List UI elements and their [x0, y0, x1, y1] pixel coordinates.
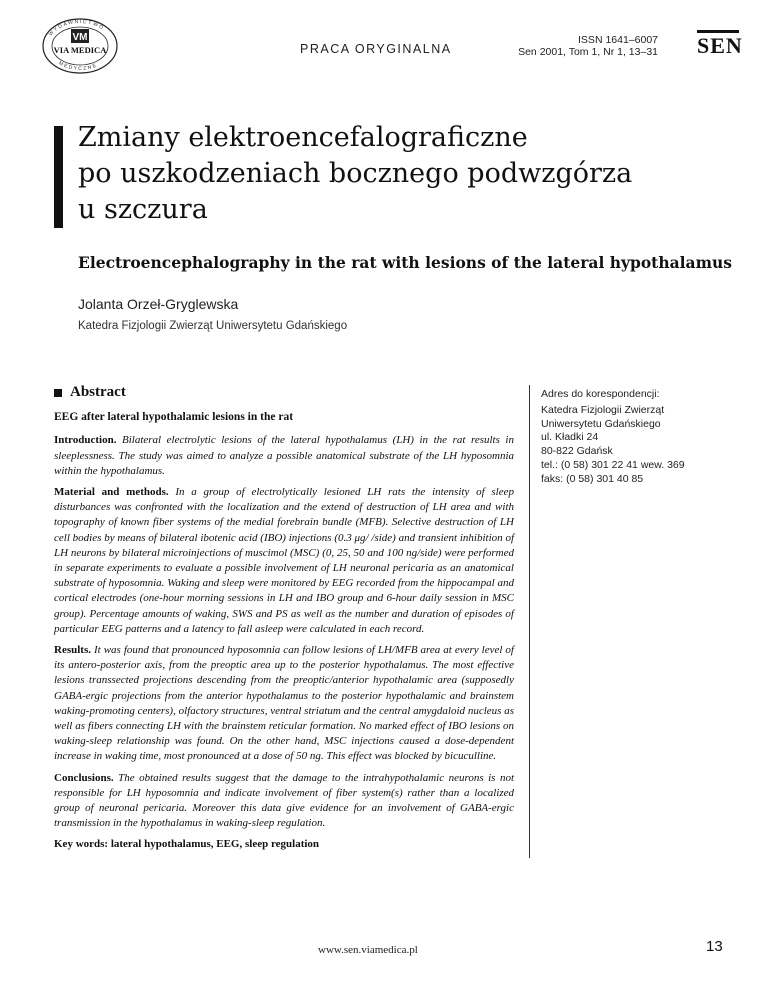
correspondence-block	[541, 388, 731, 487]
author: Jolanta Orzeł-Gryglewska	[78, 296, 239, 312]
paragraph-label: Material and methods.	[54, 486, 169, 499]
affiliation: Katedra Fizjologii Zwierząt Uniwersytetu Gdańskiego	[78, 320, 348, 332]
paragraph-text: It was found that pronounced hyposomnia can follow lesions of LH/MFB area at every level of its antero-posterior axis, from the preoptic area up to the posterior hypothalamus. The most effective lesions transsected projections descending from the preoptic/anterior hypothalamic area (supposedly GABA-ergic projections from the anterior hypothalamus to the posterior hypothalamic and brainstem waking-promoting centers), olfactory structures, ventral striatum and the central amygdaloid nucleus as well as fibers connecting LH with the brainstem reticular formation. No marked effect of IBO lesions on waking-sleep relationship was found. On the other hand, MSC injections caused a dose-dependent increase in waking time, most pronounced at a dose of 50 ng. This effect was blocked by bicuculline.	[54, 644, 514, 763]
correspondence-line: Uniwersytetu Gdańskiego	[541, 417, 661, 430]
paragraph-label: Introduction.	[54, 434, 117, 447]
english-title: Electroencephalography in the rat with lesions of the lateral hypothalamus	[78, 253, 732, 272]
column-divider	[529, 385, 530, 858]
page-number: 13	[706, 938, 723, 955]
section-label: PRACA ORYGINALNA	[300, 42, 452, 56]
via-medica-seal-icon	[40, 16, 120, 76]
title-accent-bar	[54, 126, 63, 228]
svg-text:VIA MEDICA: VIA MEDICA	[53, 45, 107, 55]
correspondence-line: tel.: (0 58) 301 22 41 wew. 369	[541, 458, 685, 471]
citation: Sen 2001, Tom 1, Nr 1, 13–31	[518, 46, 658, 58]
svg-text:WYDAWNICTWO: WYDAWNICTWO	[47, 18, 106, 38]
correspondence-title: Adres do korespondencji:	[541, 388, 660, 400]
issn-block	[518, 34, 658, 58]
footer-url[interactable]: www.sen.viamedica.pl	[318, 944, 418, 956]
journal-logo	[697, 30, 743, 58]
publisher-logo	[40, 16, 120, 76]
abstract-paragraph	[54, 433, 514, 479]
correspondence-line: 80-822 Gdańsk	[541, 445, 613, 458]
paragraph-text: Bilateral electrolytic lesions of the lateral hypothalamus (LH) in the rat results in sleeplessness. The study was aimed to analyze a possible anatomical substrate of the LH hyposomnia within the hypothalamus.	[54, 434, 514, 477]
paragraph-label: Conclusions.	[54, 771, 114, 784]
abstract-paragraph	[54, 643, 514, 765]
svg-text:MEDYCZNE: MEDYCZNE	[57, 60, 99, 73]
title-line: Zmiany elektroencefalograficzne	[78, 122, 528, 153]
abstract-subheading: EEG after lateral hypothalamic lesions in the rat	[54, 411, 294, 424]
paragraph-text: The obtained results suggest that the damage to the intrahypothalamic neurons is not responsible for LH hyposomnia and indicate involvement of fiber system(s) rather than a localized group of neuronal pericaria. Moreover this data give evidence for an involvement of GABA-ergic transmission in the hypothalamus in waking-sleep regulation.	[54, 771, 514, 830]
correspondence-line: faks: (0 58) 301 40 85	[541, 472, 644, 485]
article-title	[78, 120, 718, 228]
abstract-heading	[54, 385, 514, 400]
issn: ISSN 1641–6007	[578, 34, 658, 46]
bullet-square-icon	[54, 389, 62, 397]
journal-logo-text: SEN	[697, 33, 743, 58]
paragraph-label: Results.	[54, 644, 91, 657]
keywords: Key words: lateral hypothalamus, EEG, sleep regulation	[54, 838, 320, 851]
abstract-heading-text: Abstract	[70, 384, 126, 400]
correspondence-line: ul. Kładki 24	[541, 431, 599, 444]
correspondence-line: Katedra Fizjologii Zwierząt	[541, 403, 665, 416]
title-line: po uszkodzeniach bocznego podwzgórza	[78, 158, 633, 189]
abstract-paragraph	[54, 485, 514, 637]
title-line: u szczura	[78, 194, 208, 225]
paragraph-text: In a group of electrolytically lesioned LH rats the intensity of sleep disturbances was confronted with the localization and the extend of destruction of LH area and with topography of known fiber systems of the medial forebrain bundle (MFB). Selective destruction of LH cell bodies by means of bilateral ibotenic acid (IBO) injections (0.3 μg/ /side) and transient inhibition of LH neurons by bilateral microinjections of muscimol (MSC) (0, 25, 50 and 100 ng/side) were performed in separate experiments to evaluate a possible involvement of LH neuronal pericaria as an anatomical substrate of hyposomnia. Waking and sleep were monitored by EEG recorded from the hippocampal and cortical electrodes (one-hour morning sessions in LH and IBO group and 6-hour daily session in MSC group). Percentage amounts of waking, SWS and PS as well as the number and duration of episodes of particular EEG patterns and a latency to fall asleep were calculated in each record.	[54, 486, 514, 635]
svg-text:VM: VM	[72, 32, 88, 43]
abstract-paragraph	[54, 771, 514, 832]
abstract-section	[54, 385, 514, 853]
